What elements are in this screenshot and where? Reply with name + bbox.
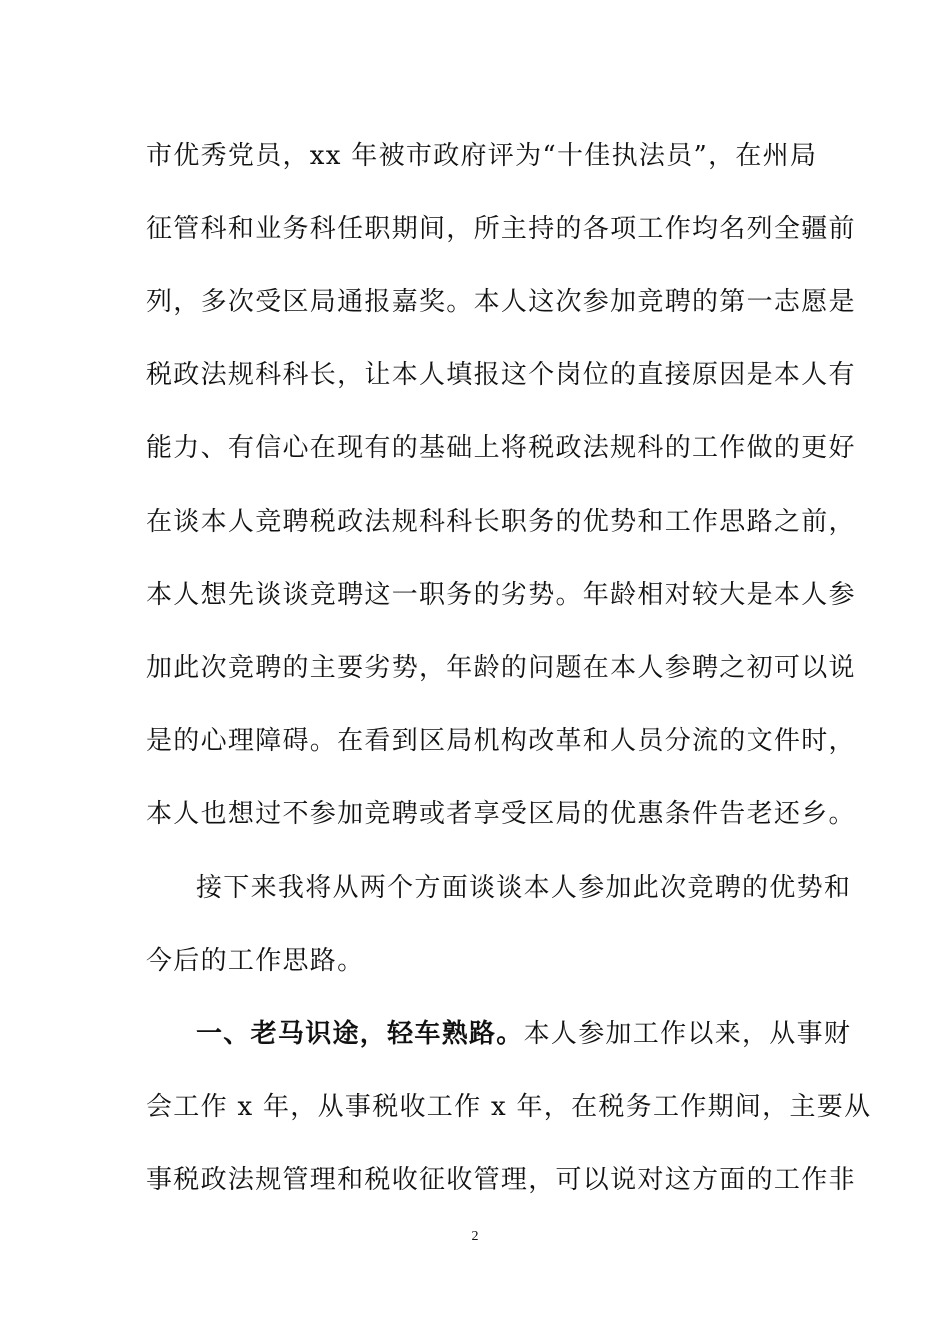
paragraph-line: 今后的工作思路。 xyxy=(146,946,365,976)
paragraph-line: 税政法规科科长，让本人填报这个岗位的直接原因是本人有 xyxy=(146,360,856,390)
paragraph-line: 市优秀党员，xx 年被市政府评为“十佳执法员”，在州局 xyxy=(146,141,818,171)
section-1-first-line xyxy=(196,1016,852,1052)
paragraph-line: 征管科和业务科任职期间，所主持的各项工作均名列全疆前 xyxy=(146,214,856,244)
paragraph-line: 是的心理障碍。在看到区局机构改革和人员分流的文件时， xyxy=(146,726,856,756)
paragraph-line: 事税政法规管理和税收征收管理，可以说对这方面的工作非 xyxy=(146,1165,856,1195)
paragraph-line: 列，多次受区局通报嘉奖。本人这次参加竞聘的第一志愿是 xyxy=(146,287,856,317)
section-1-text: 本人参加工作以来，从事财 xyxy=(523,1019,852,1049)
page-number: 2 xyxy=(471,1229,479,1244)
paragraph-line: 接下来我将从两个方面谈谈本人参加此次竞聘的优势和 xyxy=(196,873,852,903)
paragraph-line: 会工作 x 年，从事税收工作 x 年，在税务工作期间，主要从 xyxy=(146,1092,872,1122)
paragraph-line: 本人也想过不参加竞聘或者享受区局的优惠条件告老还乡。 xyxy=(146,799,856,829)
paragraph-line: 加此次竞聘的主要劣势，年龄的问题在本人参聘之初可以说 xyxy=(146,653,856,683)
paragraph-line: 本人想先谈谈竞聘这一职务的劣势。年龄相对较大是本人参 xyxy=(146,580,856,610)
paragraph-line: 在谈本人竞聘税政法规科科长职务的优势和工作思路之前， xyxy=(146,507,856,537)
paragraph-line: 能力、有信心在现有的基础上将税政法规科的工作做的更好 xyxy=(146,433,856,463)
section-1-heading: 一、老马识途，轻车熟路。 xyxy=(196,1019,524,1049)
